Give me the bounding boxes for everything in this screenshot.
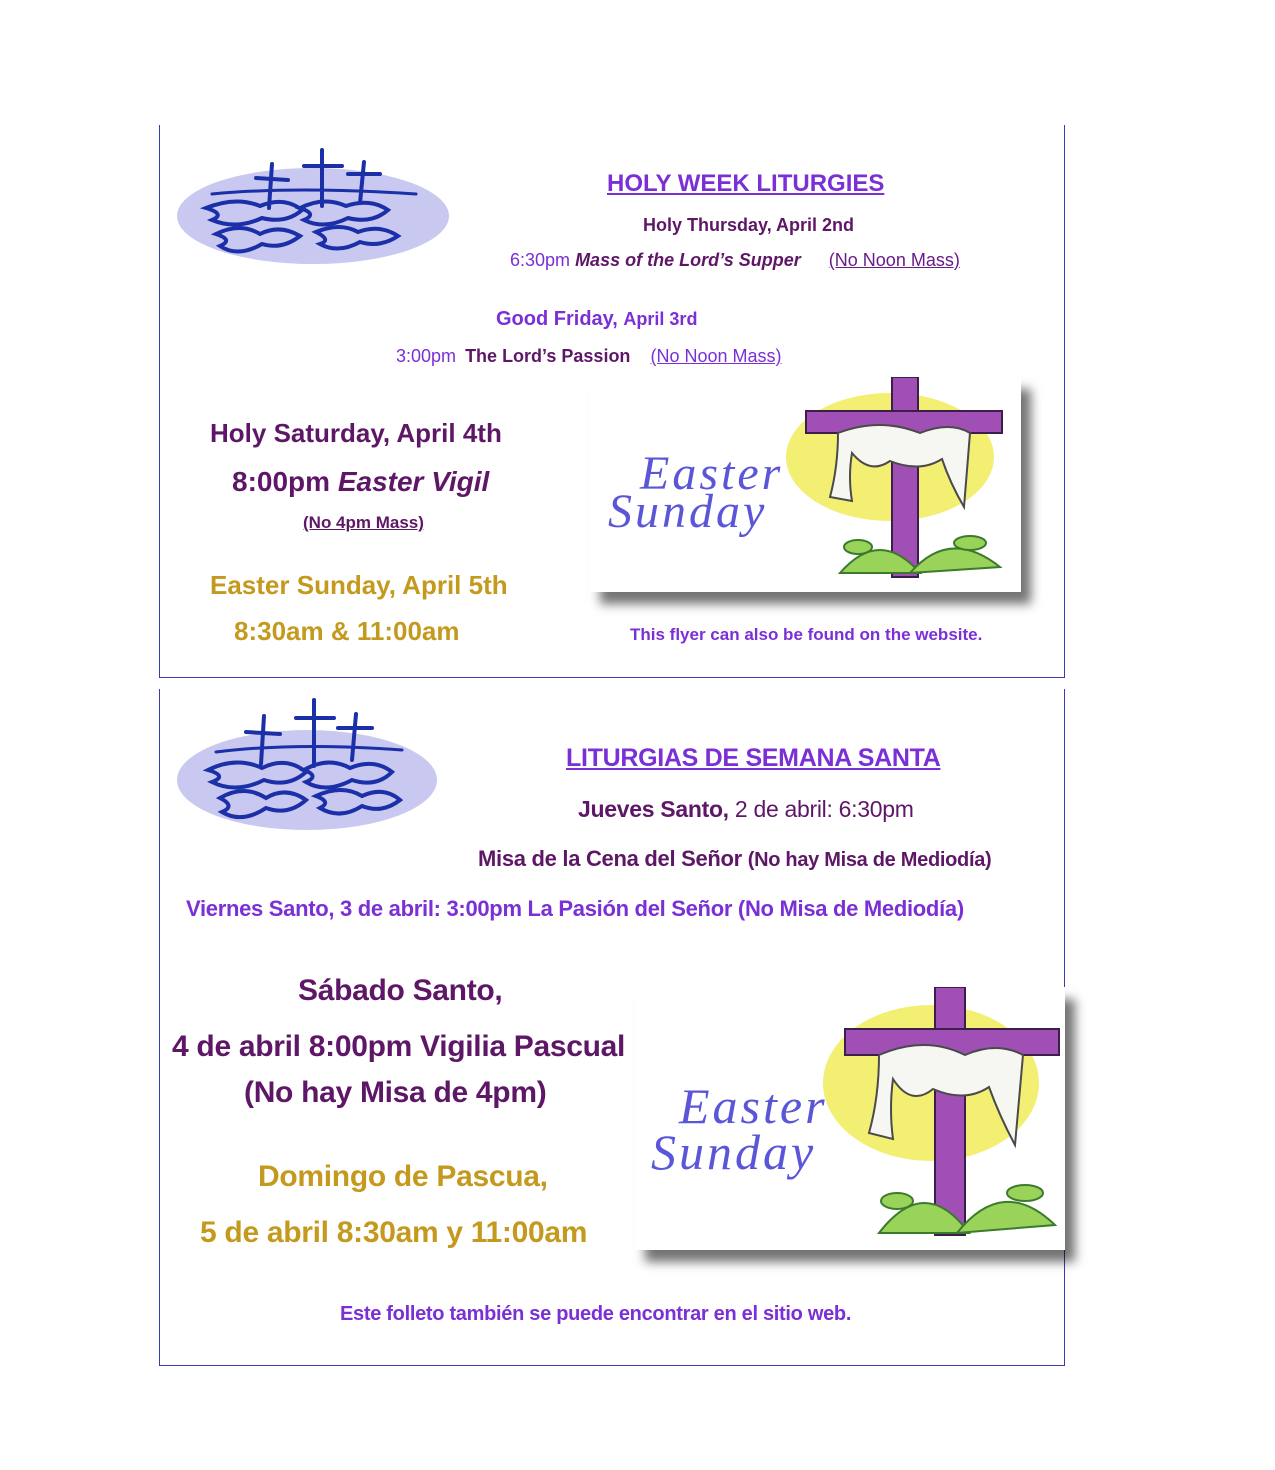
sabado-santo-heading: Sábado Santo,: [298, 974, 503, 1007]
website-note-en: This flyer can also be found on the website.: [630, 625, 983, 644]
holy-week-title: HOLY WEEK LITURGIES: [607, 170, 885, 197]
thursday-note: (No Noon Mass): [828, 250, 960, 270]
easter-vigil-line: [232, 466, 489, 498]
easter-sunday-times: 8:30am & 11:00am: [234, 616, 460, 646]
vigilia-pascual-line: 4 de abril 8:00pm Vigilia Pascual: [172, 1030, 626, 1063]
sunday-word: Sunday: [608, 485, 768, 538]
jueves-santo-line: [578, 796, 914, 823]
misa-cena-line: [478, 846, 991, 872]
vigilia-note: (No hay Misa de 4pm): [244, 1076, 547, 1109]
vigil-service: Easter Vigil: [337, 466, 490, 497]
good-friday-label: Good Friday,: [496, 308, 618, 330]
website-note-es: Este folleto también se puede encontrar en el sitio web.: [340, 1303, 852, 1325]
good-friday-heading: [496, 308, 697, 331]
easter-word: Easter: [679, 1078, 828, 1134]
misa-cena: Misa de la Cena del Señor: [478, 846, 742, 871]
domingo-pascua-heading: Domingo de Pascua,: [258, 1160, 548, 1193]
friday-service: The Lord’s Passion: [465, 346, 631, 366]
good-friday-date: April 3rd: [623, 309, 698, 329]
friday-time: 3:00pm: [396, 346, 457, 366]
thursday-mass: Mass of the Lord’s Supper: [575, 250, 801, 270]
holy-saturday-heading: Holy Saturday, April 4th: [210, 418, 502, 448]
holy-thursday-line: [510, 250, 960, 271]
semana-santa-title: LITURGIAS DE SEMANA SANTA: [566, 744, 941, 772]
holy-thursday-heading: Holy Thursday, April 2nd: [643, 215, 855, 235]
jueves-heading: Jueves Santo,: [578, 796, 729, 822]
easter-sunday-heading: Easter Sunday, April 5th: [210, 570, 508, 600]
good-friday-line: [396, 346, 782, 367]
easter-sunday-clipart: [590, 377, 1021, 592]
three-crosses-lilies-logo: [176, 148, 454, 266]
domingo-pascua-times: 5 de abril 8:30am y 11:00am: [200, 1216, 588, 1249]
jueves-date-time: 2 de abril: 6:30pm: [734, 796, 914, 822]
vigil-note: (No 4pm Mass): [303, 513, 424, 532]
sunday-word: Sunday: [651, 1124, 817, 1180]
easter-sunday-clipart: [635, 987, 1065, 1250]
thursday-time: 6:30pm: [510, 250, 571, 270]
three-crosses-lilies-logo: [176, 698, 440, 840]
vigil-time: 8:00pm: [232, 466, 331, 497]
easter-word: Easter: [640, 447, 784, 500]
misa-cena-note: (No hay Misa de Mediodía): [747, 849, 992, 871]
viernes-santo-line: Viernes Santo, 3 de abril: 3:00pm La Pasión del Señor (No Misa de Mediodía): [186, 896, 964, 921]
friday-note: (No Noon Mass): [650, 346, 782, 366]
